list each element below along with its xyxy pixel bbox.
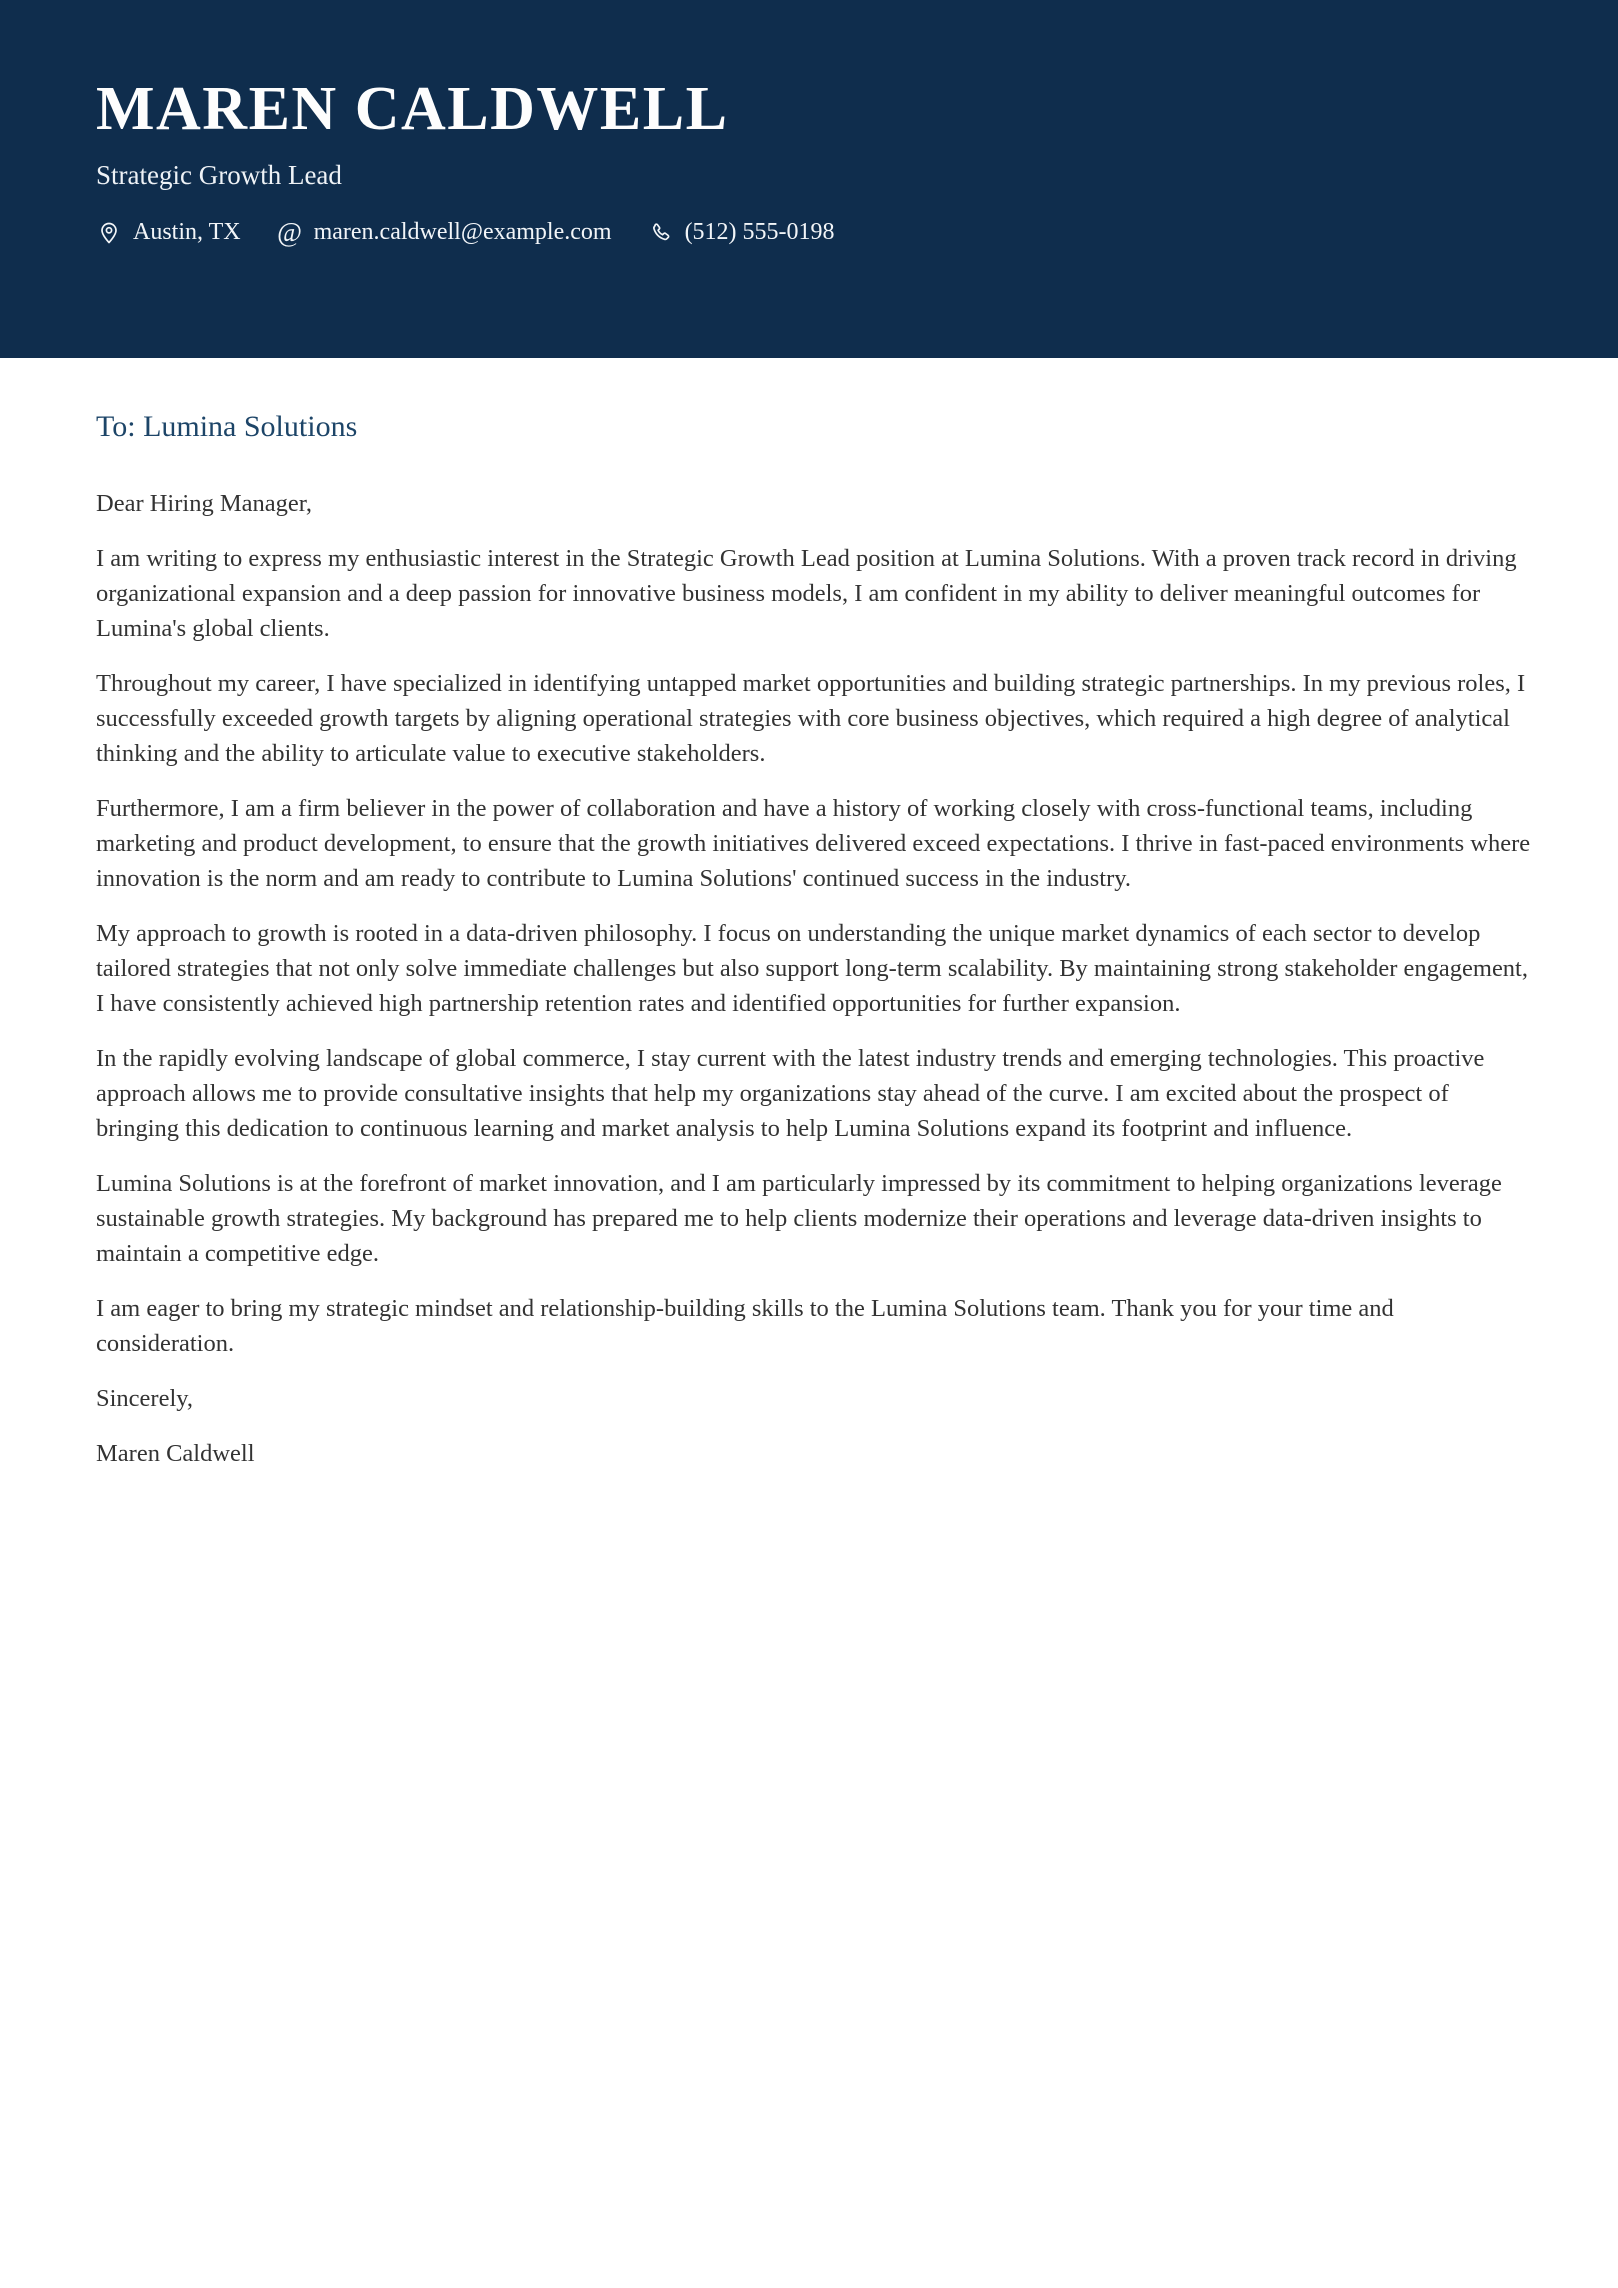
- contact-email-text: maren.caldwell@example.com: [313, 219, 612, 245]
- letter-paragraph: Lumina Solutions is at the forefront of market innovation, and I am particularly impressed by its commitment to helping organizations leverage sustainable growth strategies. My background has prepared me to help clients modernize their operations and leverage data-driven insights to maintain a competitive edge.: [96, 1170, 1502, 1267]
- contact-row: [96, 219, 1528, 246]
- contact-email: [277, 219, 612, 246]
- header-banner: [0, 0, 1618, 358]
- salutation: Dear Hiring Manager,: [96, 490, 313, 517]
- candidate-name: MAREN CALDWELL: [96, 75, 729, 143]
- letter-paragraph: Throughout my career, I have specialized in identifying untapped market opportunities and building strategic partnerships. In my previous roles, I successfully exceeded growth targets by aligning operational strategies with core business objectives, which required a high degree of analytical thinking and the ability to articulate value to executive stakeholders.: [96, 670, 1526, 767]
- phone-icon: [648, 220, 674, 246]
- letter-paragraph: I am writing to express my enthusiastic interest in the Strategic Growth Lead position at Lumina Solutions. With a proven track record in driving organizational expansion and a deep passion for innovative business models, I am confident in my ability to deliver meaningful outcomes for Lumina's global clients.: [96, 545, 1517, 642]
- contact-location: [96, 219, 241, 246]
- letter-body: [0, 410, 1618, 1611]
- letter-paragraph: I am eager to bring my strategic mindset and relationship-building skills to the Lumina Solutions team. Thank you for your time and consideration.: [96, 1295, 1394, 1357]
- signature: Maren Caldwell: [96, 1440, 255, 1467]
- letter-paragraph: Furthermore, I am a firm believer in the power of collaboration and have a history of working closely with cross-functional teams, including marketing and product development, to ensure that the growth initiatives delivered exceed expectations. I thrive in fast-paced environments where innovation is the norm and am ready to contribute to Lumina Solutions' continued success in the industry.: [96, 795, 1531, 892]
- closing: Sincerely,: [96, 1385, 194, 1412]
- contact-phone-text: (512) 555-0198: [684, 219, 835, 245]
- recipient-line: To: Lumina Solutions: [96, 410, 358, 443]
- job-title: Strategic Growth Lead: [96, 160, 342, 190]
- contact-location-text: Austin, TX: [133, 219, 241, 245]
- letter-paragraph: In the rapidly evolving landscape of global commerce, I stay current with the latest industry trends and emerging technologies. This proactive approach allows me to provide consultative insights that help my organizations stay ahead of the curve. I am excited about the prospect of bringing this dedication to continuous learning and market analysis to help Lumina Solutions expand its footprint and influence.: [96, 1045, 1485, 1142]
- contact-phone: [648, 219, 835, 246]
- letter-paragraph: My approach to growth is rooted in a data-driven philosophy. I focus on understanding the unique market dynamics of each sector to develop tailored strategies that not only solve immediate challenges but also support long-term scalability. By maintaining strong stakeholder engagement, I have consistently achieved high partnership retention rates and identified opportunities for further expansion.: [96, 920, 1528, 1017]
- at-sign-icon: @: [277, 217, 303, 247]
- location-pin-icon: [96, 220, 122, 246]
